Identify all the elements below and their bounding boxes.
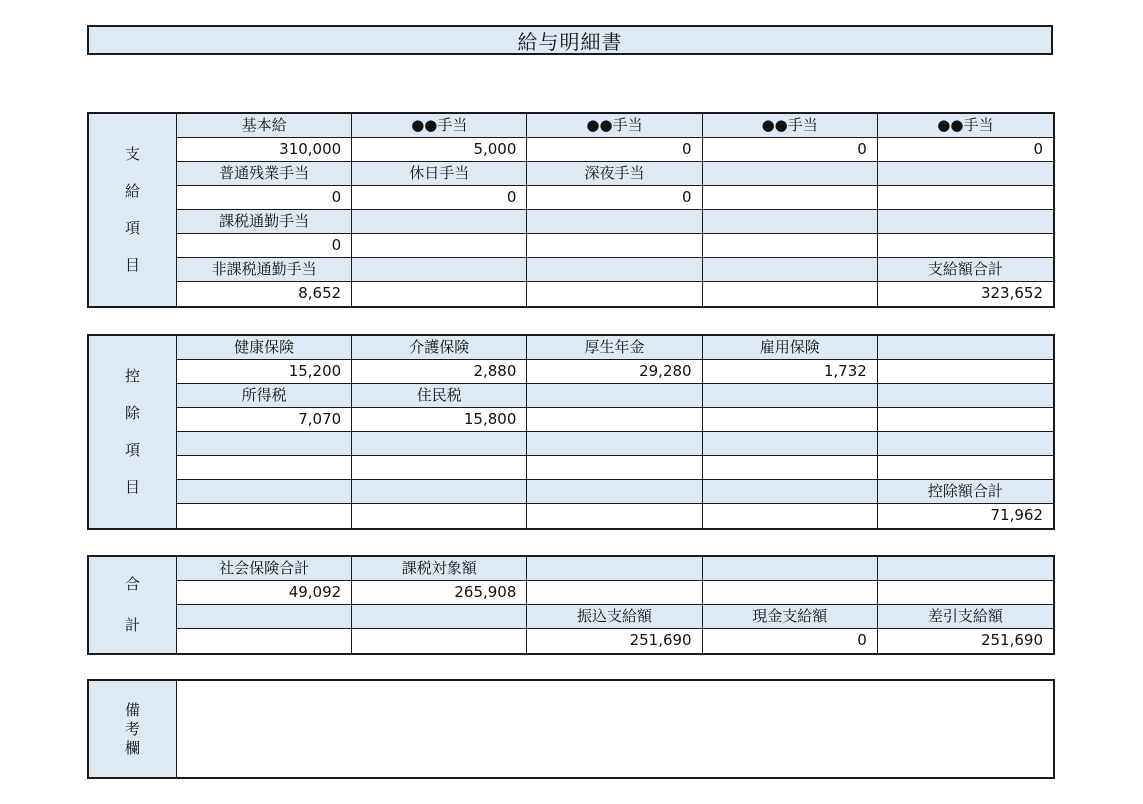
item-value-cell (878, 186, 1053, 210)
document-title: 給与明細書 (87, 25, 1053, 55)
item-label-cell (177, 480, 352, 504)
item-value-cell: 5,000 (352, 138, 527, 162)
item-value-cell: 0 (878, 138, 1053, 162)
section-label-char: 控 (124, 367, 140, 385)
section-label-char: 目 (124, 478, 140, 496)
item-value-cell: 29,280 (527, 360, 702, 384)
item-value-cell (878, 360, 1053, 384)
item-label-cell: 介護保険 (352, 336, 527, 360)
item-label-cell (878, 336, 1053, 360)
item-value-cell (527, 504, 702, 528)
item-value-cell (352, 456, 527, 480)
item-value-cell (527, 408, 702, 432)
item-value-cell: 0 (177, 234, 352, 258)
item-value-cell (527, 581, 702, 605)
item-value-cell (878, 408, 1053, 432)
deduction-section (87, 334, 1055, 530)
item-value-cell: 0 (703, 138, 878, 162)
payment-grid (177, 114, 1053, 306)
item-value-cell (703, 408, 878, 432)
item-label-cell: 現金支給額 (703, 605, 878, 629)
item-label-cell: 差引支給額 (878, 605, 1053, 629)
item-label-cell: ●●手当 (527, 114, 702, 138)
item-label-cell (352, 258, 527, 282)
item-label-cell: 社会保険合計 (177, 557, 352, 581)
item-value-cell: 7,070 (177, 408, 352, 432)
total-grid (177, 557, 1053, 653)
item-label-cell (703, 162, 878, 186)
section-label-char: 項 (124, 219, 140, 237)
item-value-cell (703, 504, 878, 528)
item-value-cell: 15,800 (352, 408, 527, 432)
item-label-cell: ●●手当 (352, 114, 527, 138)
item-label-cell: 非課税通勤手当 (177, 258, 352, 282)
item-value-cell (177, 456, 352, 480)
item-label-cell: 支給額合計 (878, 258, 1053, 282)
item-label-cell (527, 557, 702, 581)
item-value-cell: 8,652 (177, 282, 352, 306)
section-label-char: 計 (124, 616, 140, 634)
item-label-cell (527, 480, 702, 504)
remarks-section-label (89, 681, 177, 777)
item-label-cell: 控除額合計 (878, 480, 1053, 504)
section-label-char: 合 (124, 575, 140, 593)
item-label-cell (878, 557, 1053, 581)
item-value-cell (703, 234, 878, 258)
item-label-cell (703, 384, 878, 408)
item-value-cell: 251,690 (527, 629, 702, 653)
item-label-cell: 住民税 (352, 384, 527, 408)
item-label-cell (878, 384, 1053, 408)
item-label-cell (878, 162, 1053, 186)
payment-section-label (89, 114, 177, 306)
item-label-cell: 雇用保険 (703, 336, 878, 360)
item-label-cell (352, 605, 527, 629)
item-label-cell (878, 210, 1053, 234)
deduction-grid (177, 336, 1053, 528)
item-label-cell: 基本給 (177, 114, 352, 138)
item-value-cell (878, 234, 1053, 258)
item-value-cell: 251,690 (878, 629, 1053, 653)
item-label-cell (703, 210, 878, 234)
item-value-cell (703, 186, 878, 210)
section-label-char: 備 (124, 700, 140, 719)
item-value-cell: 323,652 (878, 282, 1053, 306)
item-label-cell (703, 258, 878, 282)
item-label-cell: 所得税 (177, 384, 352, 408)
item-value-cell: 15,200 (177, 360, 352, 384)
item-label-cell: 深夜手当 (527, 162, 702, 186)
item-label-cell: 健康保険 (177, 336, 352, 360)
item-label-cell (527, 432, 702, 456)
item-value-cell (527, 456, 702, 480)
item-label-cell (527, 384, 702, 408)
item-label-cell (177, 432, 352, 456)
item-label-cell (703, 432, 878, 456)
item-value-cell: 2,880 (352, 360, 527, 384)
item-label-cell: 課税対象額 (352, 557, 527, 581)
item-label-cell: 休日手当 (352, 162, 527, 186)
item-label-cell: 厚生年金 (527, 336, 702, 360)
item-label-cell (352, 480, 527, 504)
item-value-cell (352, 629, 527, 653)
item-value-cell: 0 (177, 186, 352, 210)
item-value-cell (703, 456, 878, 480)
item-value-cell: 265,908 (352, 581, 527, 605)
item-value-cell (352, 504, 527, 528)
item-label-cell: 振込支給額 (527, 605, 702, 629)
section-label-char: 給 (124, 182, 140, 200)
total-section (87, 555, 1055, 655)
item-label-cell (177, 605, 352, 629)
item-value-cell: 1,732 (703, 360, 878, 384)
item-value-cell (878, 581, 1053, 605)
item-label-cell (527, 258, 702, 282)
item-value-cell: 0 (527, 138, 702, 162)
item-value-cell: 0 (703, 629, 878, 653)
item-value-cell: 0 (527, 186, 702, 210)
item-value-cell (527, 234, 702, 258)
remarks-section (87, 679, 1055, 779)
item-label-cell (703, 557, 878, 581)
payment-section (87, 112, 1055, 308)
item-label-cell: 普通残業手当 (177, 162, 352, 186)
item-value-cell: 0 (352, 186, 527, 210)
total-section-label (89, 557, 177, 653)
item-label-cell: ●●手当 (878, 114, 1053, 138)
item-value-cell (352, 234, 527, 258)
item-label-cell (527, 210, 702, 234)
section-label-char: 項 (124, 441, 140, 459)
item-label-cell: ●●手当 (703, 114, 878, 138)
item-label-cell (352, 432, 527, 456)
item-value-cell (352, 282, 527, 306)
item-value-cell (527, 282, 702, 306)
section-label-char: 欄 (124, 738, 140, 757)
item-label-cell (878, 432, 1053, 456)
section-label-char: 支 (124, 145, 140, 163)
item-label-cell: 課税通勤手当 (177, 210, 352, 234)
section-label-char: 目 (124, 256, 140, 274)
section-label-char: 除 (124, 404, 140, 422)
item-value-cell: 71,962 (878, 504, 1053, 528)
item-value-cell (177, 629, 352, 653)
item-value-cell (177, 504, 352, 528)
item-value-cell (878, 456, 1053, 480)
section-label-char: 考 (124, 719, 140, 738)
remarks-input-area[interactable] (177, 681, 1053, 777)
item-value-cell: 310,000 (177, 138, 352, 162)
item-value-cell (703, 282, 878, 306)
item-value-cell: 49,092 (177, 581, 352, 605)
deduction-section-label (89, 336, 177, 528)
item-value-cell (703, 581, 878, 605)
item-label-cell (703, 480, 878, 504)
item-label-cell (352, 210, 527, 234)
